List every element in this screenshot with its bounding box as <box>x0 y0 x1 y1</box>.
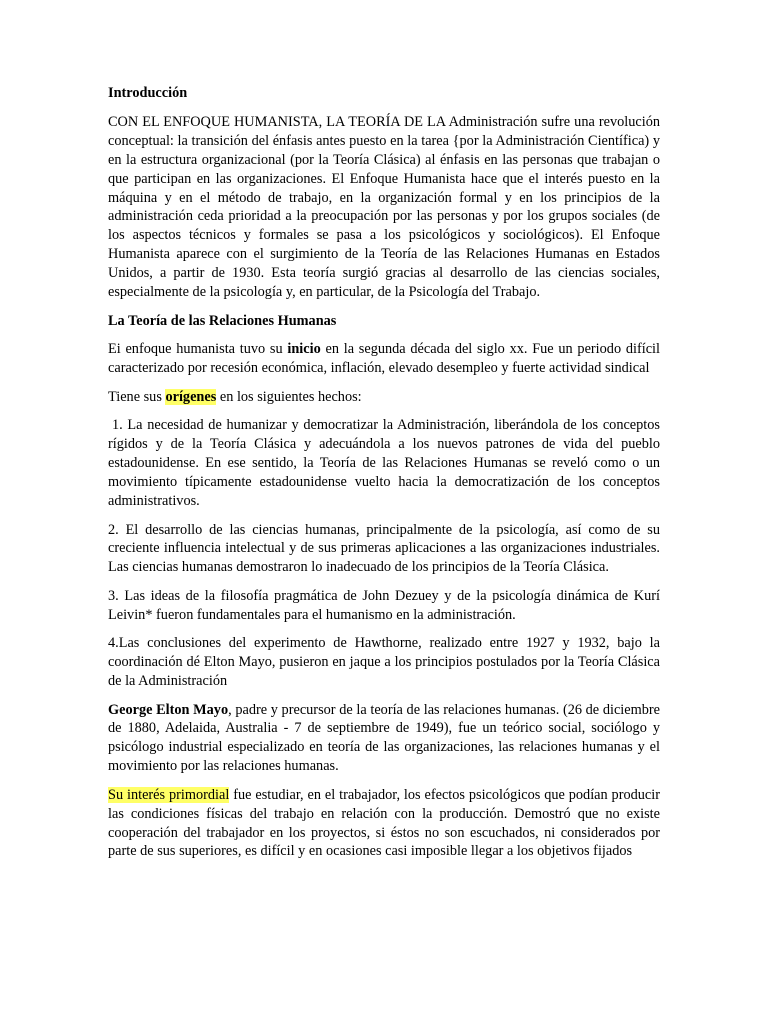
section-heading: La Teoría de las Relaciones Humanas <box>108 312 337 329</box>
origenes-text-after: en los siguientes hechos: <box>216 388 362 405</box>
intro-paragraph: CON EL ENFOQUE HUMANISTA, LA TEORÍA DE LA Administración sufre una revolución conceptual: la transición del énfasis antes puesto en la tarea {por la Administración Científica) y en la estructura organizacional (por la Teoría Clásica) al énfasis en las personas que trabajan o que participan en las organizaciones. El Enfoque Humanista hace que el interés puesto en la máquina y en el método de trabajo, en la organización formal y en los principios de la administración ceda prioridad a la preocupación por las personas y por los grupos sociales (de los aspectos técnicos y formales se pasa a los psicológicos y sociológicos). El Enfoque Humanista aparece con el surgimiento de la Teoría de las Relaciones Humanas en Estados Unidos, a partir de 1930. Esta teoría surgió gracias al desarrollo de las ciencias sociales, especialmente de la psicología y, en particular, de la Psicología del Trabajo. <box>108 113 660 301</box>
origenes-highlighted-word: orígenes <box>165 388 217 405</box>
intro-heading: Introducción <box>108 85 188 101</box>
inicio-text-after: en la segunda década del siglo xx. Fue un periodo difícil caracterizado por recesión económica, inflación, elevado desempleo y fuerte actividad sindical <box>108 341 660 377</box>
interes-highlighted-phrase: Su interés primordial <box>108 786 230 803</box>
origenes-paragraph <box>108 388 660 407</box>
list-item-4: 4.Las conclusiones del experimento de Hawthorne, realizado entre 1927 y 1932, bajo la coordinación dé Elton Mayo, pusieron en jaque a los principios postulados por la Teoría Clásica de la Administración <box>108 635 660 690</box>
inicio-paragraph <box>108 340 660 378</box>
interes-text: fue estudiar, en el trabajador, los efectos psicológicos que podían producir las condiciones físicas del trabajo en relación con la producción. Demostró que no existe cooperación del trabajador en los proyectos, si éstos no son escuchados, ni considerados por parte de sus superiores, es difícil y en ocasiones casi imposible llegar a los objetivos fijados <box>108 786 660 860</box>
inicio-text-before: Ei enfoque humanista tuvo su <box>108 341 288 358</box>
mayo-text: , padre y precursor de la teoría de las relaciones humanas. (26 de diciembre de 1880, Adelaida, Australia - 7 de septiembre de 1949), fue un teórico social, sociólogo y psicólogo industrial especializado en teoría de las organizaciones, las relaciones humanas y el movimiento por las relaciones humanas. <box>108 701 660 775</box>
list-item-1: 1. La necesidad de humanizar y democratizar la Administración, liberándola de los conceptos rígidos y de la Teoría Clásica y adecuándola a los nuevos patrones de vida del pueblo estadounidense. En ese sentido, la Teoría de las Relaciones Humanas se reveló como o un movimiento típicamente estadounidense vuelto hacia la democratización de los conceptos administrativos. <box>108 417 660 509</box>
list-item-3: 3. Las ideas de la filosofía pragmática de John Dezuey y de la psicología dinámica de Kurí Leivin* fueron fundamentales para el humanismo en la administración. <box>108 587 660 623</box>
inicio-bold-word: inicio <box>287 341 321 358</box>
mayo-paragraph <box>108 701 660 777</box>
origenes-text-before: Tiene sus <box>108 388 166 405</box>
list-item-2: 2. El desarrollo de las ciencias humanas, principalmente de la psicología, así como de su creciente influencia intelectual y de sus primeras aplicaciones a las organizaciones industriales. Las ciencias humanas demostraron lo inadecuado de los principios de la Teoría Clásica. <box>108 521 660 576</box>
mayo-name: George Elton Mayo <box>108 701 229 718</box>
interes-paragraph <box>108 786 660 862</box>
